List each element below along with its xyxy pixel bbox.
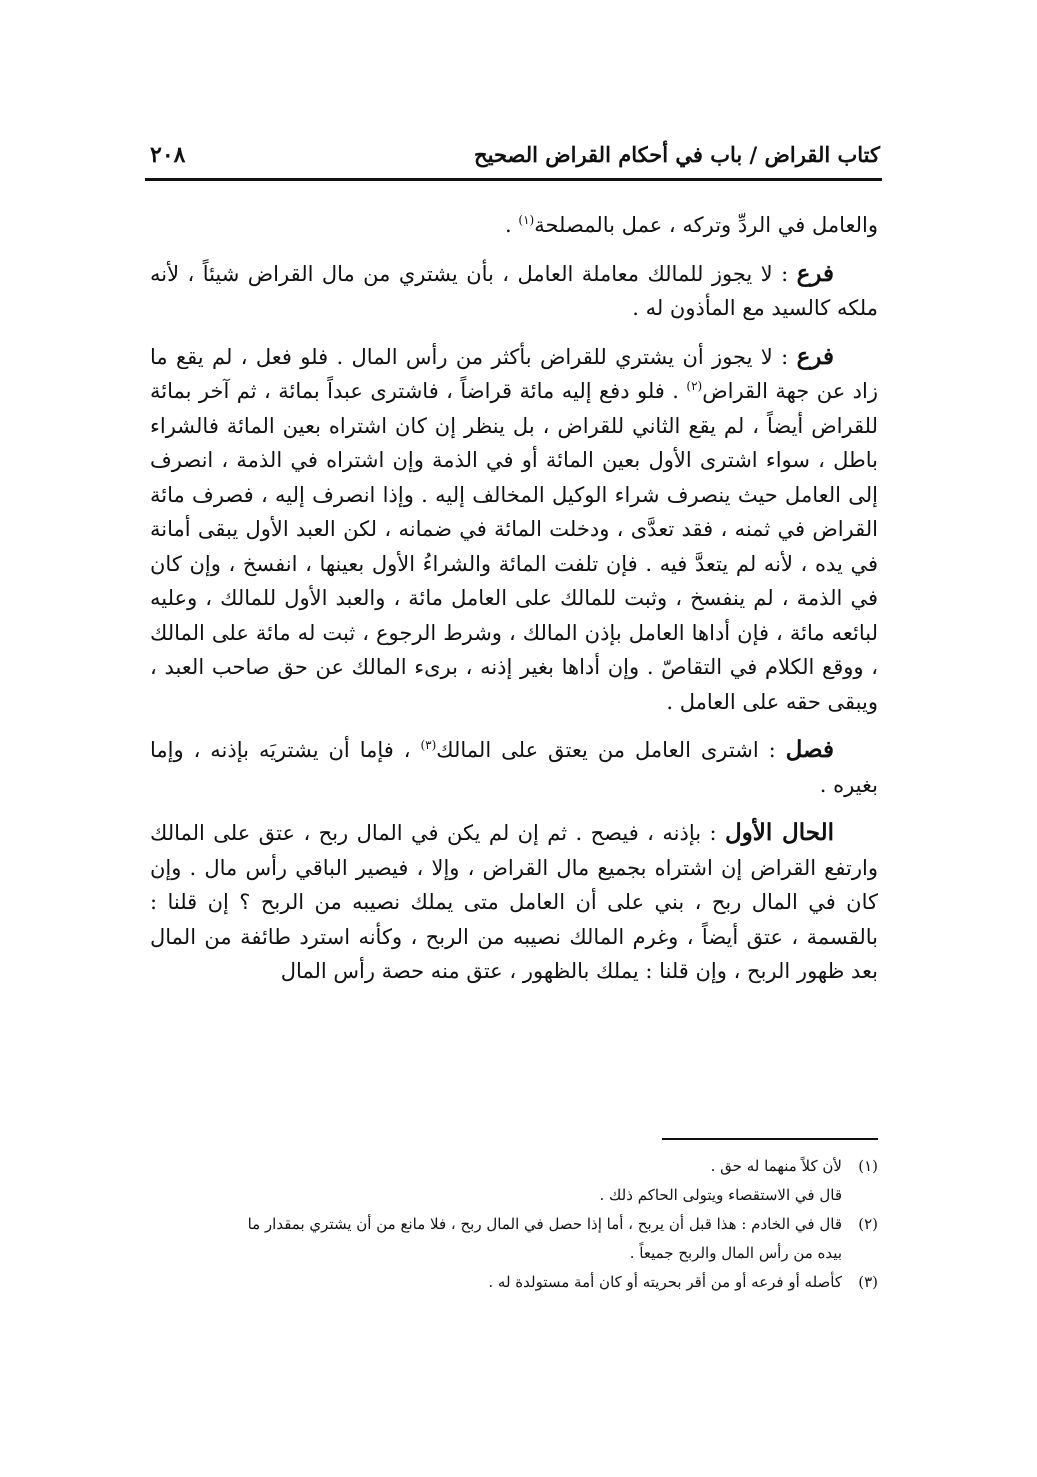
footnote-text: قال في الخادم : هذا قبل أن يربح ، أما إذا حصل في المال ربح ، فلا مانع من أن يشتري بمقدار ما (247, 1215, 842, 1233)
footnote-1-continuation: قال في الاستقصاء ويتولى الحاكم ذلك . (599, 1186, 842, 1204)
footnote-ref-1: (١) (518, 213, 535, 227)
paragraph-4-text-a: : اشترى العامل من يعتق على المالك (436, 738, 786, 762)
page-header (150, 134, 880, 178)
main-text (150, 208, 878, 989)
paragraph-4-text-b: ، فإما أن يشتريَه بإذنه ، وإما بغيره . (150, 738, 878, 797)
footnote-number: (٣) (858, 1273, 878, 1291)
paragraph-3-heading: فرع (796, 342, 834, 370)
footnote-text: لأن كلاً منهما له حق . (710, 1157, 842, 1175)
paragraph-4 (150, 733, 878, 802)
footnote-text: كأصله أو فرعه أو من أقر بحريته أو كان أمة مستولدة له . (488, 1273, 842, 1291)
footnote-2-continuation: بيده من رأس المال والربح جميعاً . (629, 1244, 842, 1262)
footnote-number: (١) (858, 1157, 878, 1175)
paragraph-5-text: : بإذنه ، فيصح . ثم إن لم يكن في المال ربح ، عتق على المالك وارتفع القراض إن اشتراه بجميع مال القراض ، وإلا ، فيصير الباقي رأس مال . وإن كان في المال ربح ، بني على أن العامل متى يملك نصيبه من الربح ؟ إن قلنا : بالقسمة ، عتق أيضاً ، وغرم المالك نصيبه من الربح ، وكأنه استرد طائفة من المال بعد ظهور الربح ، وإن قلنا : يملك بالظهور ، عتق منه حصة رأس المال (150, 821, 878, 983)
footnote-ref-3: (٣) (420, 738, 437, 752)
footnote-ref-2: (٢) (686, 379, 703, 393)
paragraph-4-heading: فصل (785, 736, 834, 763)
paragraph-2-heading: فرع (796, 259, 834, 287)
paragraph-3-text-a: : لا يجوز أن يشتري للقراض بأكثر من رأس المال . فلو فعل ، لم يقع ما زاد عن جهة القراض (150, 344, 878, 403)
paragraph-2 (150, 257, 878, 326)
footnote-2 (150, 1210, 878, 1239)
paragraph-5-heading: الحال الأول (724, 819, 835, 846)
footnote-1 (150, 1152, 878, 1181)
page-number: ٢٠٨ (150, 142, 186, 168)
footnote-3 (150, 1268, 878, 1297)
paragraph-1-text: والعامل في الردِّ وتركه ، عمل بالمصلحة (534, 213, 878, 237)
footnote-number: (٢) (858, 1215, 878, 1233)
paragraph-5 (150, 816, 878, 989)
running-title: كتاب القراض / باب في أحكام القراض الصحيح (474, 142, 880, 167)
paragraph-3-text-b: . فلو دفع إليه مائة قراضاً ، فاشترى عبداً بمائة ، ثم آخر بمائة للقراض أيضاً ، لم يقع الثاني للقراض ، بل ينظر إن كان اشتراه بعين المائة فالشراء باطل ، سواء اشترى الأول بعين المائة أو في الذمة وإن اشتراه في الذمة ، انصرف إلى العامل حيث ينصرف شراء الوكيل المخالف إليه . وإذا انصرف إليه ، فصرف مائة القراض في ثمنه ، فقد تعدَّى ، ودخلت المائة في ضمانه ، لكن العبد الأول يبقى أمانة في يده ، لأنه لم يتعدَّ فيه . فإن تلفت المائة والشراءُ الأول بعينها ، انفسخ ، وإن كان في الذمة ، لم ينفسخ ، وثبت للمالك على العامل مائة ، والعبد الأول للمالك ، وعليه لبائعه مائة ، فإن أداها العامل بإذن المالك ، وشرط الرجوع ، ثبت له مائة على المالك ، ووقع الكلام في التقاصّ . وإن أداها بغير إذنه ، برىء المالك عن حق صاحب العبد ، ويبقى حقه على العامل . (150, 379, 878, 714)
header-divider (145, 178, 882, 181)
paragraph-1 (150, 208, 878, 243)
paragraph-3 (150, 340, 878, 720)
footnote-divider (662, 1138, 878, 1140)
paragraph-2-text: : لا يجوز للمالك معاملة العامل ، بأن يشتري من مال القراض شيئاً ، لأنه ملكه كالسيد مع المأذون له . (150, 261, 878, 320)
footnotes (150, 1152, 878, 1297)
paragraph-1-end: . (505, 213, 519, 237)
